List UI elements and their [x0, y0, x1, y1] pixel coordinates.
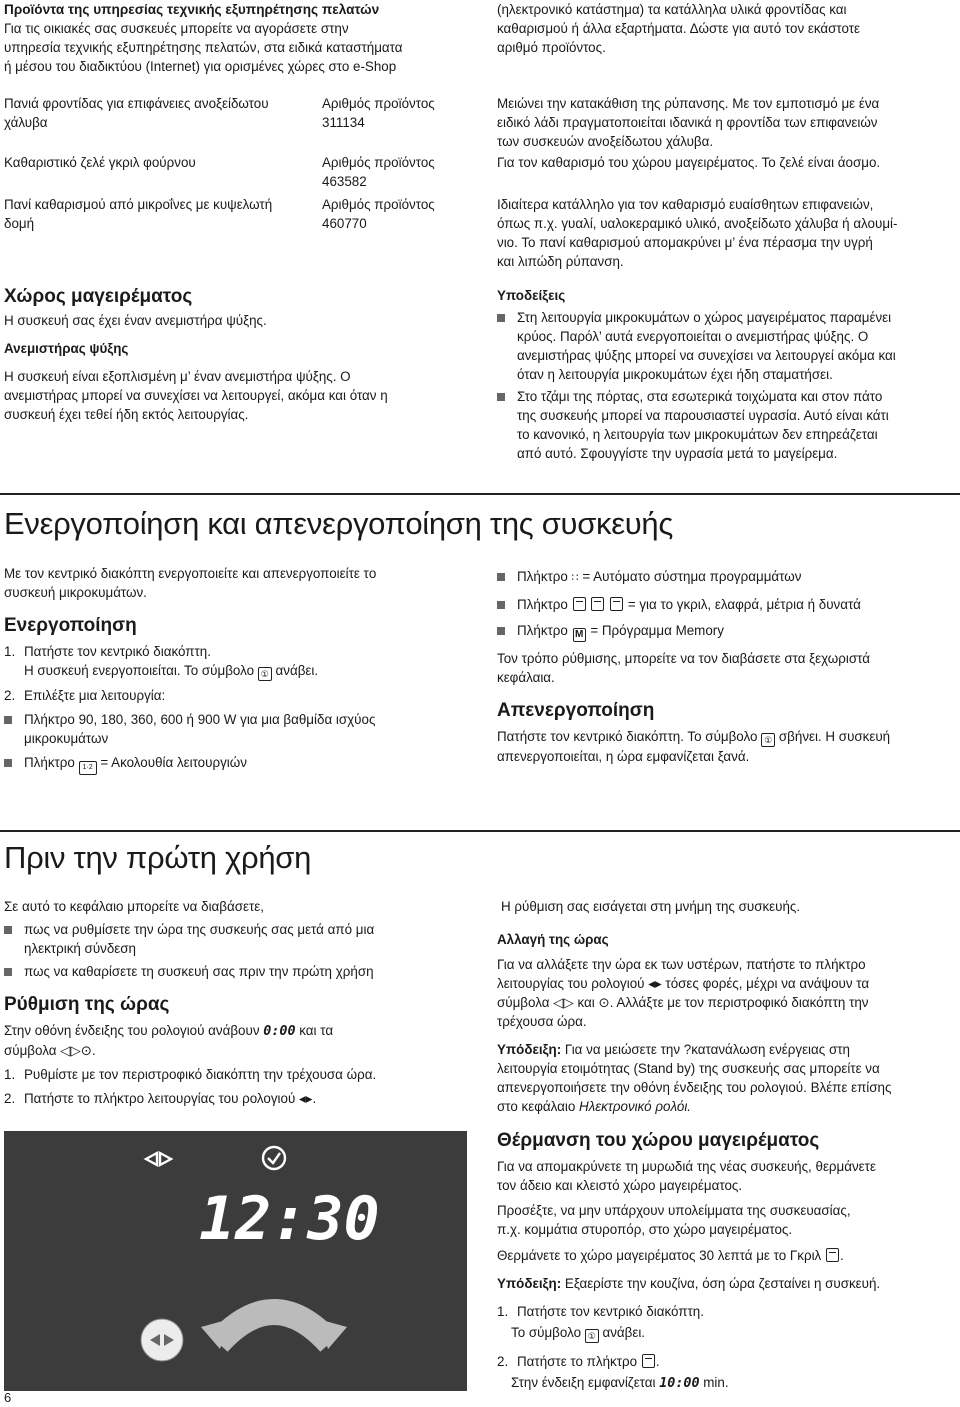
product-desc-line: νιο. Το πανί καθαρισμού απομακρύνει μ’ ένα πέρασμα την υγρή	[497, 235, 873, 250]
note-text: στο κεφάλαιο	[497, 1099, 576, 1114]
heat-line: π.χ. κομμάτια στυροπόρ, στο χώρο μαγειρέματος.	[497, 1222, 793, 1237]
fan-title: Ανεμιστήρας ψύξης	[4, 341, 129, 356]
page-number: 6	[4, 1390, 12, 1405]
step-number: 1.	[4, 644, 16, 659]
product-desc-line: ειδικό λάδι πραγματοποιείται ιδανικά η φροντίδα των επιφανειών	[497, 115, 878, 130]
bullet-line: μικροκυμάτων	[24, 731, 109, 746]
panel-check-mark-icon	[268, 1153, 280, 1163]
product-number-value: 463582	[322, 174, 367, 189]
step-text: Επιλέξτε μια λειτουργία:	[24, 688, 166, 703]
onoff-left	[4, 564, 474, 775]
intro-line: αριθμό προϊόντος.	[497, 40, 606, 55]
product-name-2	[4, 153, 314, 172]
control-panel-drawing	[4, 1131, 467, 1391]
note-line: απενεργοποιήσετε την οθόνη ένδειξης του ρολογιού. Βλέπε επίσης	[497, 1080, 892, 1095]
heat-text: Θερμάνετε το χώρο μαγειρέματος 30 λεπτά με το Γκριλ	[497, 1248, 822, 1263]
bullet-square-icon	[497, 601, 505, 609]
bullet-line: πως να ρυθμίσετε την ώρα της συσκευής σας μετά από μια	[24, 922, 375, 937]
heat-title: Θέρμανση του χώρου μαγειρέματος	[497, 1130, 820, 1151]
panel-check-circle-icon	[263, 1147, 285, 1169]
function-bullet	[497, 621, 957, 642]
note-text: Εξαερίστε την κουζίνα, όση ώρα ζεσταίνει η συσκευή.	[561, 1276, 881, 1291]
settings-line: κεφάλαια.	[497, 670, 555, 685]
change-text: και	[577, 995, 595, 1010]
product-desc-line: Ιδιαίτερα κατάλληλο για τον καθαρισμό ευαίσθητων επιφανειών,	[497, 197, 874, 212]
clock-text: σύμβολα	[4, 1043, 57, 1058]
result-text: ανάβει.	[602, 1325, 646, 1340]
bullet-text: Πλήκτρο	[517, 569, 568, 584]
note-label: Υπόδειξη:	[497, 1276, 562, 1291]
product-desc-line: Μειώνει την κατακάθιση της ρύπανσης. Με τον εμποτισμό με ένα	[497, 96, 880, 111]
bullet-square-icon	[497, 573, 505, 581]
section-divider	[0, 493, 960, 495]
step-text: Πατήστε τον κεντρικό διακόπτη.	[517, 1304, 704, 1319]
note-text: Για να μειώσετε την ?κατανάλωση ενέργειας στη	[561, 1042, 850, 1057]
grill-key-icon	[826, 1248, 839, 1262]
grill-medium-icon	[591, 597, 604, 611]
memory-key-icon: M	[573, 628, 586, 642]
product-number-label: Αριθμός προϊόντος	[322, 155, 435, 170]
step-number: 2.	[4, 1091, 16, 1106]
lcd-clock-value: 0:00	[263, 1024, 296, 1039]
product-name-3	[4, 195, 314, 233]
first-use-bullet	[4, 920, 474, 958]
bullet-text: Πλήκτρο	[517, 597, 568, 612]
grill-low-icon	[573, 597, 586, 611]
result-text: Το σύμβολο	[511, 1325, 582, 1340]
onoff-intro-line: Με τον κεντρικό διακόπτη ενεργοποιείτε και απενεργοποιείτε τo	[4, 566, 377, 581]
grill-key-icon	[642, 1354, 655, 1368]
clock-title: Ρύθμιση της ώρας	[4, 994, 170, 1015]
step-text: Ρυθμίστε με τον περιστροφικό διακόπτη την τρέχουσα ώρα.	[24, 1067, 377, 1082]
rotary-knob[interactable]	[201, 1312, 347, 1349]
step-text: Πατήστε το πλήκτρο λειτουργίας του ρολογιού	[24, 1091, 296, 1106]
intro-line: Για τις οικιακές σας συσκευές μπορείτε να αγοράσετε στην	[4, 21, 349, 36]
off-text: σβήνει. Η συσκευή	[778, 729, 891, 744]
auto-program-icon: ∷	[571, 572, 579, 584]
result-text: Η συσκευή ενεργοποιείται. Το σύμβολο	[24, 663, 255, 678]
product-desc-3	[497, 195, 957, 271]
bullet-square-icon	[497, 627, 505, 635]
bullet-square-icon	[4, 968, 12, 976]
cavity-intro: Η συσκευή σας έχει έναν ανεμιστήρα ψύξης.	[4, 313, 267, 328]
function-bullet	[497, 595, 957, 614]
bullet-square-icon	[4, 926, 12, 934]
bullet-line: ηλεκτρική σύνδεση	[24, 941, 136, 956]
clock-key-icon: ◂▸	[299, 1091, 313, 1106]
hint-line: Στη λειτουργία μικροκυμάτων ο χώρος μαγειρέματος παραμένει	[517, 310, 892, 325]
step-number: 2.	[4, 688, 16, 703]
lcd-time-value: 10:00	[659, 1376, 700, 1391]
step-text: Πατήστε το πλήκτρο	[517, 1354, 638, 1369]
step-text: Πατήστε τον κεντρικό διακόπτη.	[24, 644, 211, 659]
hint-item	[497, 308, 957, 384]
clock-key-icon: ◂▸	[648, 976, 662, 991]
accessories-right-intro	[497, 0, 957, 57]
saved-text: Η ρύθμιση σας εισάγεται στη μνήμη της συσκευής.	[501, 899, 801, 914]
note-reference: Ηλεκτρονικό ρολόι.	[579, 1099, 692, 1114]
function-bullet	[497, 567, 957, 588]
off-title: Απενεργοποίηση	[497, 700, 655, 721]
hint-line: όταν η λειτουργία μικροκυμάτων έχει ήδη σταματήσει.	[517, 367, 833, 382]
change-title: Αλλαγή της ώρας	[497, 932, 609, 947]
result-text: Στην ένδειξη εμφανίζεται	[511, 1375, 656, 1390]
first-use-intro: Σε αυτό το κεφάλαιο μπορείτε να διαβάσετε,	[4, 899, 264, 914]
intro-line: ή μέσου του διαδικτύου (Internet) για ορισμένες χώρες στο e-Shop	[4, 59, 397, 74]
first-use-title: Πριν την πρώτη χρήση	[4, 840, 312, 875]
product-number-label: Αριθμός προϊόντος	[322, 197, 435, 212]
power-icon: ①	[585, 1329, 599, 1343]
control-panel-image	[4, 1131, 467, 1391]
product-number-3	[322, 195, 492, 233]
change-line: τρέχουσα ώρα.	[497, 1014, 587, 1029]
product-desc-1	[497, 94, 957, 151]
hint-line: ανεμιστήρας ψύξης μπορεί να συνεχίσει να λειτουργεί ακόμα και	[517, 348, 896, 363]
bullet-text: Πλήκτρο	[517, 623, 568, 638]
clock-button[interactable]	[141, 1319, 183, 1361]
change-text: . Αλλάξτε με τον περιστροφικό διακόπτη την	[609, 995, 869, 1010]
product-desc-line: και λιπώδη ρύπανση.	[497, 254, 624, 269]
function-bullet	[4, 753, 474, 775]
accessories-title: Προϊόντα της υπηρεσίας τεχνικής εξυπηρέτησης πελατών	[4, 2, 380, 17]
product-name-line: δομή	[4, 216, 35, 231]
clock-text: και τα	[299, 1023, 334, 1038]
bullet-text: = Πρόγραμμα Memory	[590, 623, 724, 638]
panel-time-display: 12:30	[199, 1184, 380, 1254]
on-step-2	[4, 686, 474, 705]
product-number-2	[322, 153, 492, 191]
on-step-1-result	[4, 661, 474, 681]
change-text: τόσες φορές, μέχρι να ανάψουν τα	[665, 976, 870, 991]
heat-line: Προσέξτε, να μην υπάρχουν υπολείμματα της συσκευασίας,	[497, 1203, 851, 1218]
product-number-value: 460770	[322, 216, 367, 231]
first-use-left: Σε αυτό το κεφάλαιο μπορείτε να διαβάσετε, πως να ρυθμίσετε την ώρα της συσκευής σας μετά από μια ηλεκτρική σύνδεση πως να καθαρίσετε τη συσκευή σας πριν την πρώτη χρήση Ρύθμιση της ώρας Στην οθόνη ένδειξης του ρολογιού ανάβουν 0:00 και τα σύμβολα ◁▷⊙. 1. Ρυθμίστε με τον περιστροφικό διακόπτη την τρέχουσα ώρα. 2. Πατήστε το πλήκτρο λειτουργίας του ρολογιού ◂▸.	[4, 897, 474, 1108]
clock-text: Στην οθόνη ένδειξης του ρολογιού ανάβουν	[4, 1023, 260, 1038]
product-name-line: Πανιά φροντίδας για επιφάνειες ανοξείδωτου	[4, 96, 269, 111]
on-title: Ενεργοποίηση	[4, 615, 137, 636]
bullet-square-icon	[4, 716, 12, 724]
change-text: λειτουργίας του ρολογιού	[497, 976, 645, 991]
clock-check-icon: ⊙	[598, 995, 610, 1010]
bullet-text: Πλήκτρο	[24, 755, 75, 770]
hint-line: από αυτό. Σφουγγίστε την υγρασία μετά το μαγείρεμα.	[517, 446, 838, 461]
intro-line: (ηλεκτρονικό κατάστημα) τα κατάλληλα υλικά φροντίδας και	[497, 2, 847, 17]
onoff-title: Ενεργοποίηση και απενεργοποίηση της συσκευής	[4, 506, 673, 541]
product-desc-2	[497, 153, 957, 172]
grill-high-icon	[610, 597, 623, 611]
change-line: Για να αλλάξετε την ώρα εκ των υστέρων, πατήστε το πλήκτρο	[497, 957, 866, 972]
hint-line: της συσκευής μπορεί να παρουσιαστεί υγρασία. Αυτό είναι κάτι	[517, 408, 889, 423]
note-line: λειτουργία ετοιμότητας (Stand by) της συσκευής σας μπορείτε να	[497, 1061, 880, 1076]
bullet-text: = για το γκριλ, ελαφρά, μέτρια ή δυνατά	[627, 597, 861, 612]
sequence-key-icon: 1·2	[79, 761, 97, 775]
product-number-1	[322, 94, 492, 132]
accessories-left-intro	[4, 0, 474, 76]
bullet-line: πως να καθαρίσετε τη συσκευή σας πριν την πρώτη χρήση	[24, 964, 374, 979]
bullet-square-icon	[497, 314, 505, 322]
product-name-line: χάλυβα	[4, 115, 48, 130]
result-text: min.	[703, 1375, 729, 1390]
on-step-1	[4, 642, 474, 661]
clock-check-icon: ⊙	[80, 1043, 93, 1058]
power-icon: ①	[761, 733, 775, 747]
bullet-text: = Ακολουθία λειτουργιών	[100, 755, 247, 770]
off-text: απενεργοποιείται, η ώρα εμφανίζεται ξανά.	[497, 749, 750, 764]
onoff-right	[497, 567, 957, 766]
bullet-square-icon	[4, 759, 12, 767]
change-text: σύμβολα	[497, 995, 550, 1010]
fan-line: συσκευή έχει τεθεί ήδη εκτός λειτουργίας.	[4, 407, 249, 422]
panel-left-arrow-icon	[146, 1153, 157, 1165]
product-name-1	[4, 94, 314, 132]
clock-arrows-icon: ◁▷	[553, 995, 574, 1010]
bullet-line: Πλήκτρο 90, 180, 360, 600 ή 900 W για μια βαθμίδα ισχύος	[24, 712, 376, 727]
step-number: 1.	[4, 1067, 16, 1082]
result-text: ανάβει.	[275, 663, 319, 678]
function-bullet	[4, 710, 474, 748]
clock-arrows-icon: ◁▷	[60, 1043, 81, 1058]
hint-line: το κανονικό, η λειτουργία των μικροκυμάτων δεν επηρεάζεται	[517, 427, 878, 442]
product-number-value: 311134	[322, 115, 365, 130]
product-desc-line: των συσκευών ανοξείδωτου χάλυβα.	[497, 134, 714, 149]
heat-line: Για να απομακρύνετε τη μυρωδιά της νέας συσκευής, θερμάνετε	[497, 1159, 876, 1174]
heat-line: τον άδειο και κλειστό χώρο μαγειρέματος.	[497, 1178, 743, 1193]
product-number-label: Αριθμός προϊόντος	[322, 96, 435, 111]
hint-line: Στο τζάμι της πόρτας, στα εσωτερικά τοιχώματα και στον πάτο	[517, 389, 883, 404]
note-label: Υπόδειξη:	[497, 1042, 562, 1057]
fan-line: ανεμιστήρας μπορεί να συνεχίσει να λειτουργεί, ακόμα και όταν η	[4, 388, 388, 403]
hints-title: Υποδείξεις	[497, 288, 566, 303]
power-icon: ①	[258, 667, 272, 681]
intro-line: υπηρεσία τεχνικής εξυπηρέτησης πελατών, στα ειδικά καταστήματα	[4, 40, 403, 55]
cavity-hints	[497, 286, 957, 463]
product-name-line: Καθαριστικό ζελέ γκριλ φούρνου	[4, 155, 196, 170]
section-divider	[0, 830, 960, 832]
first-use-bullet	[4, 962, 474, 981]
intro-line: καθαρισμού ή άλλα εξαρτήματα. Δώστε για αυτό τον εκάστοτε	[497, 21, 860, 36]
onoff-intro-line: συσκευή μικροκυμάτων.	[4, 585, 147, 600]
bullet-square-icon	[497, 393, 505, 401]
off-text: Πατήστε τον κεντρικό διακόπτη. Το σύμβολο	[497, 729, 758, 744]
first-use-right: Η ρύθμιση σας εισάγεται στη μνήμη της συσκευής. Αλλαγή της ώρας Για να αλλάξετε την ώρα εκ των υστέρων, πατήστε το πλήκτρο λειτουργίας του ρολογιού ◂▸ τόσες φορές, μέχρι να ανάψουν τα σύμβολα ◁▷ και ⊙. Αλλάξτε με τον περιστροφικό διακόπτη την τρέχουσα ώρα. Υπόδειξη: Για να μειώσετε την ?κατανάλωση ενέργειας στη λειτουργία ετοιμότητας (Stand by) της συσκευής σας μπορείτε να απενεργοποιήσετε την οθόνη ένδειξης του ρολογιού. Βλέπε επίσης στο κεφάλαιο Ηλεκτρονικό ρολόι. Θέρμανση του χώρου μαγειρέματος Για να απομακρύνετε τη μυρωδιά της νέας συσκευής, θερμάνετε τον άδειο και κλειστό χώρο μαγειρέματος. Προσέξτε, να μην υπάρχουν υπολείμματα της συσκευασίας, π.χ. κομμάτια στυροπόρ, στο χώρο μαγειρέματος. Θερμάνετε το χώρο μαγειρέματος 30 λεπτά με το Γκριλ . Υπόδειξη: Εξαερίστε την κουζίνα, όση ώρα ζεσταίνει η συσκευή. 1. Πατήστε τον κεντρικό διακόπτη. Το σύμβολο ① ανάβει. 2. Πατήστε το πλήκτρο . Στην ένδειξη εμφανίζεται 10:00 min.	[497, 897, 957, 1393]
hint-item	[497, 387, 957, 463]
hint-line: κρύος. Παρόλ’ αυτά ενεργοποιείται ο ανεμιστήρας ψύξης. Ο	[517, 329, 869, 344]
product-desc-line: όπως π.χ. γυαλί, υαλοκεραμικό υλικό, ανοξείδωτο χάλυβα ή αλουμί-	[497, 216, 898, 231]
product-name-line: Πανί καθαρισμού από μικροΐνες με κυψελωτή	[4, 197, 273, 212]
cavity-section	[4, 285, 474, 424]
panel-right-arrow-icon	[160, 1153, 171, 1165]
bullet-text: = Αυτόματο σύστημα προγραμμάτων	[582, 569, 802, 584]
fan-line: Η συσκευή είναι εξοπλισμένη μ’ έναν ανεμιστήρα ψύξης. Ο	[4, 369, 351, 384]
step-number: 1.	[497, 1304, 509, 1319]
panel-clock-symbols	[146, 1147, 285, 1169]
step-number: 2.	[497, 1354, 509, 1369]
product-desc-line: Για τον καθαρισμό του χώρου μαγειρέματος. Το ζελέ είναι άοσμο.	[497, 155, 881, 170]
settings-line: Τον τρόπο ρύθμισης, μπορείτε να τον διαβάσετε στα ξεχωριστά	[497, 651, 870, 666]
cavity-title: Χώρος μαγειρέματος	[4, 286, 193, 307]
